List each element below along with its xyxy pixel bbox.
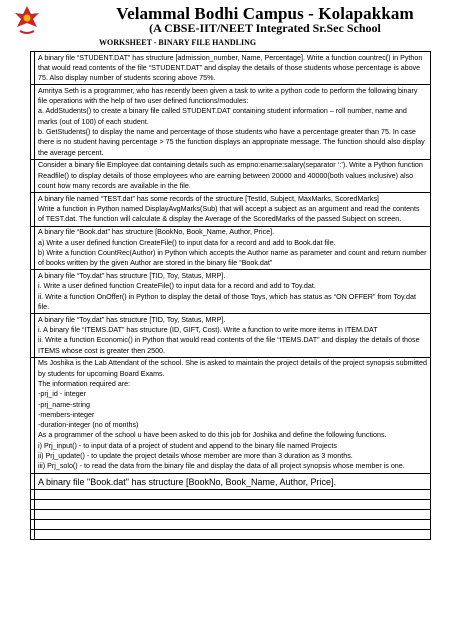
question-row — [31, 85, 431, 160]
empty-cell — [35, 509, 431, 519]
school-logo-icon — [12, 4, 42, 36]
empty-cell — [35, 529, 431, 539]
question-cell — [35, 314, 431, 358]
question-text: Consider a binary file Employee.dat containing details such as empno:ename:salary(separator ‘:’). Write a Python function Readfile() to display details of those employees who are earning between 20000 and 40000(both values inclusive) also count how many records are available in the file. — [38, 161, 423, 191]
empty-cell — [35, 489, 431, 499]
question-cell — [35, 159, 431, 192]
question-text: As a programmer of the school u have been asked to do this job for Joshika and define the following functions. — [38, 431, 387, 440]
question-text: -prj_name-string — [38, 400, 90, 409]
question-row — [31, 159, 431, 192]
empty-cell — [35, 499, 431, 509]
question-text: i. A binary file “ITEMS.DAT” has structure (ID, GIFT, Cost). Write a function to write more items in ITEM.DAT — [38, 325, 378, 334]
question-row — [31, 52, 431, 85]
question-text: b) Write a function CountRec(Author) in Python which accepts the Author name as parameter and count and return number of books written by the given Author are stored in the binary file “Book.dat” — [38, 248, 427, 268]
question-row — [31, 193, 431, 226]
school-name: Velammal Bodhi Campus - Kolapakkam — [116, 4, 414, 23]
question-text: A binary file “STUDENT.DAT” has structure [admission_number, Name, Percentage]. Write a function countrec() in Python that would read contents of the file “STUDENT.DAT” and display the details of those students whose percentage is above 75. Also display number of students scoring above 75%. — [38, 53, 423, 83]
empty-row — [31, 489, 431, 499]
question-row — [31, 314, 431, 358]
question-text: A binary file “Toy.dat” has structure [TID, Toy, Status, MRP]. — [38, 271, 226, 280]
empty-row — [31, 499, 431, 509]
question-text: a. AddStudents() to create a binary file called STUDENT.DAT containing student information – roll number, name and marks (out of 100) of each student. — [38, 107, 407, 126]
question-text: -prj_id - integer — [38, 390, 87, 399]
empty-cell — [35, 519, 431, 529]
empty-row — [31, 519, 431, 529]
questions-table — [30, 51, 431, 540]
question-text: Write a function in Python named DisplayAvgMarks(Sub) that will accept a subject as an argument and read the contents of TEST.dat. The function will calculate & display the Average of the ScoredMarks of the passed Subject on screen. — [38, 205, 420, 224]
question-cell — [35, 226, 431, 270]
question-text: i. Write a user defined function CreateFile() to input data for a record and add to Toy.dat. — [38, 282, 316, 291]
question-text: A binary file “Book.dat” has structure [BookNo, Book_Name, Author, Price]. — [38, 228, 275, 237]
question-row — [31, 473, 431, 489]
question-cell — [35, 85, 431, 160]
question-text: b. GetStudents() to display the name and percentage of those students who have a percentage greater than 75. In case there is no student having percentage > 75 the function displays an appropriate message. The function should also display the average percent. — [38, 128, 425, 157]
question-cell — [35, 357, 431, 473]
question-text: ii. Write a function Economic() in Python that would read contents of the file “ITEMS.DAT” and display the details of those ITEMS whose cost is greater then 2500. — [38, 336, 420, 355]
question-text: Amritya Seth is a programmer, who has recently been given a task to write a python code to perform the following binary file operations with the help of two user defined functions/modules: — [38, 86, 418, 106]
question-text: A binary file named “TEST.dat” has some records of the structure [TestId, Subject, MaxMarks, ScoredMarks] — [38, 194, 379, 203]
school-subtitle: (A CBSE-IIT/NEET Integrated Sr.Sec School — [149, 21, 381, 35]
question-cell — [35, 473, 431, 489]
worksheet-header — [0, 0, 474, 50]
question-text: i) Prj_input() - to input data of a project of student and append to the binary file named Projects — [38, 441, 337, 450]
question-text: A binary file “Toy.dat” has structure [TID, Toy, Status, MRP]. — [38, 315, 226, 324]
question-text: A binary file "Book.dat" has structure [BookNo, Book_Name, Author, Price]. — [38, 476, 337, 487]
worksheet-title: WORKSHEET - BINARY FILE HANDLING — [99, 38, 257, 47]
question-text: iii) Prj_solo() - to read the data from the binary file and display the data of all project synopsis whose member is one. — [38, 462, 405, 471]
question-text: -duration-integer (no of months) — [38, 421, 139, 430]
question-cell — [35, 52, 431, 85]
question-row — [31, 357, 431, 473]
question-row — [31, 270, 431, 314]
empty-row — [31, 529, 431, 539]
question-text: ii. Write a function OnOffer() in Python to display the detail of those Toys, which has status as “ON OFFER” from Toy.dat file. — [38, 292, 416, 311]
empty-row — [31, 509, 431, 519]
question-cell — [35, 193, 431, 226]
question-text: -members-integer — [38, 410, 95, 419]
question-text: The information required are: — [38, 379, 131, 388]
question-cell — [35, 270, 431, 314]
question-row — [31, 226, 431, 270]
question-text: ii) Prj_update() - to update the project details whose member are more than 3 duration as 3 months. — [38, 451, 353, 460]
question-text: a) Write a user defined function CreateFile() to input data for a record and add to Book.dat file. — [38, 238, 336, 247]
question-text: Ms Joshika is the Lab Attendant of the school. She is asked to maintain the project details of the project synopsis submitted by students for upcoming Board Exams. — [38, 359, 427, 378]
